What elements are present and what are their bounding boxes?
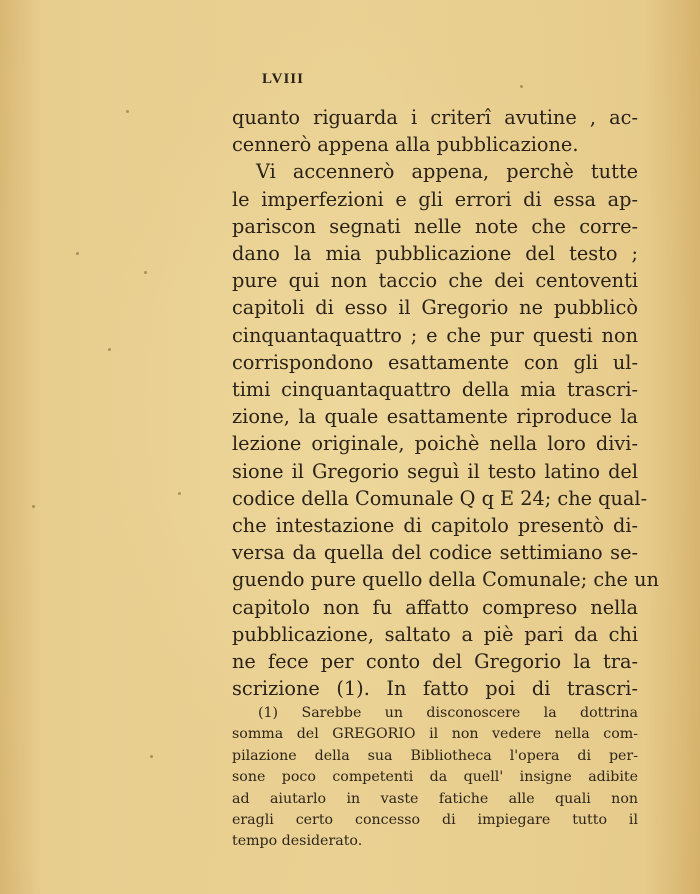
footnote-line: pilazione della sua Bibliotheca l'opera di per-: [232, 747, 638, 764]
text-line: pubblicazione, saltato a piè pari da chi: [232, 622, 638, 646]
paper-speck: [520, 85, 523, 88]
text-line: versa da quella del codice settimiano se-: [232, 541, 638, 565]
text-line: le imperfezioni e gli errori di essa ap-: [232, 187, 638, 211]
page-number: LVIII: [262, 71, 304, 87]
footnote-line: ad aiutarlo in vaste fatiche alle quali non: [232, 790, 638, 807]
paper-speck: [178, 492, 181, 495]
paper-speck: [32, 505, 35, 508]
text-line: guendo pure quello della Comunale; che un: [232, 568, 659, 592]
main-text: [232, 104, 659, 702]
text-line: pure qui non taccio che dei centoventi: [232, 269, 638, 293]
text-line: quanto riguarda i criterî avutine , ac-: [232, 106, 638, 129]
paper-speck: [150, 755, 153, 758]
text-line: cennerò appena alla pubblicazione.: [232, 133, 579, 157]
text-line: timi cinquantaquattro della mia trascri-: [232, 378, 638, 402]
text-line: dano la mia pubblicazione del testo ;: [232, 242, 638, 266]
footnote: [232, 703, 638, 853]
paper-speck: [76, 252, 79, 255]
footnote-line: sone poco competenti da quell' insigne adibite: [232, 769, 638, 786]
text-line: codice della Comunale Q q E 24; che qual-: [232, 486, 648, 510]
footnote-line: tempo desiderato.: [232, 833, 363, 850]
text-line: corrispondono esattamente con gli ul-: [232, 350, 638, 374]
text-line: capitoli di esso il Gregorio ne pubblicò: [232, 296, 638, 320]
paper-speck: [108, 348, 111, 351]
text-line: che intestazione di capitolo presentò di-: [232, 514, 638, 538]
text-line: sione il Gregorio seguì il testo latino del: [232, 459, 638, 483]
paper-speck: [126, 110, 129, 113]
text-line: capitolo non fu affatto compreso nella: [232, 595, 638, 619]
text-line: pariscon segnati nelle note che corre-: [232, 214, 638, 238]
text-line: lezione originale, poichè nella loro divi-: [232, 432, 638, 456]
text-line: Vi accennerò appena, perchè tutte: [256, 160, 638, 184]
text-line: zione, la quale esattamente riproduce la: [232, 405, 638, 429]
paper-speck: [144, 271, 147, 274]
footnote-line: eragli certo concesso di impiegare tutto il: [232, 812, 638, 829]
footnote-line: (1) Sarebbe un disconoscere la dottrina: [258, 705, 638, 721]
footnote-line: somma del GREGORIO il non vedere nella com-: [232, 726, 638, 743]
text-line: cinquantaquattro ; e che pur questi non: [232, 323, 638, 347]
text-line: scrizione (1). In fatto poi di trascri-: [232, 677, 638, 701]
text-line: ne fece per conto del Gregorio la tra-: [232, 650, 638, 674]
